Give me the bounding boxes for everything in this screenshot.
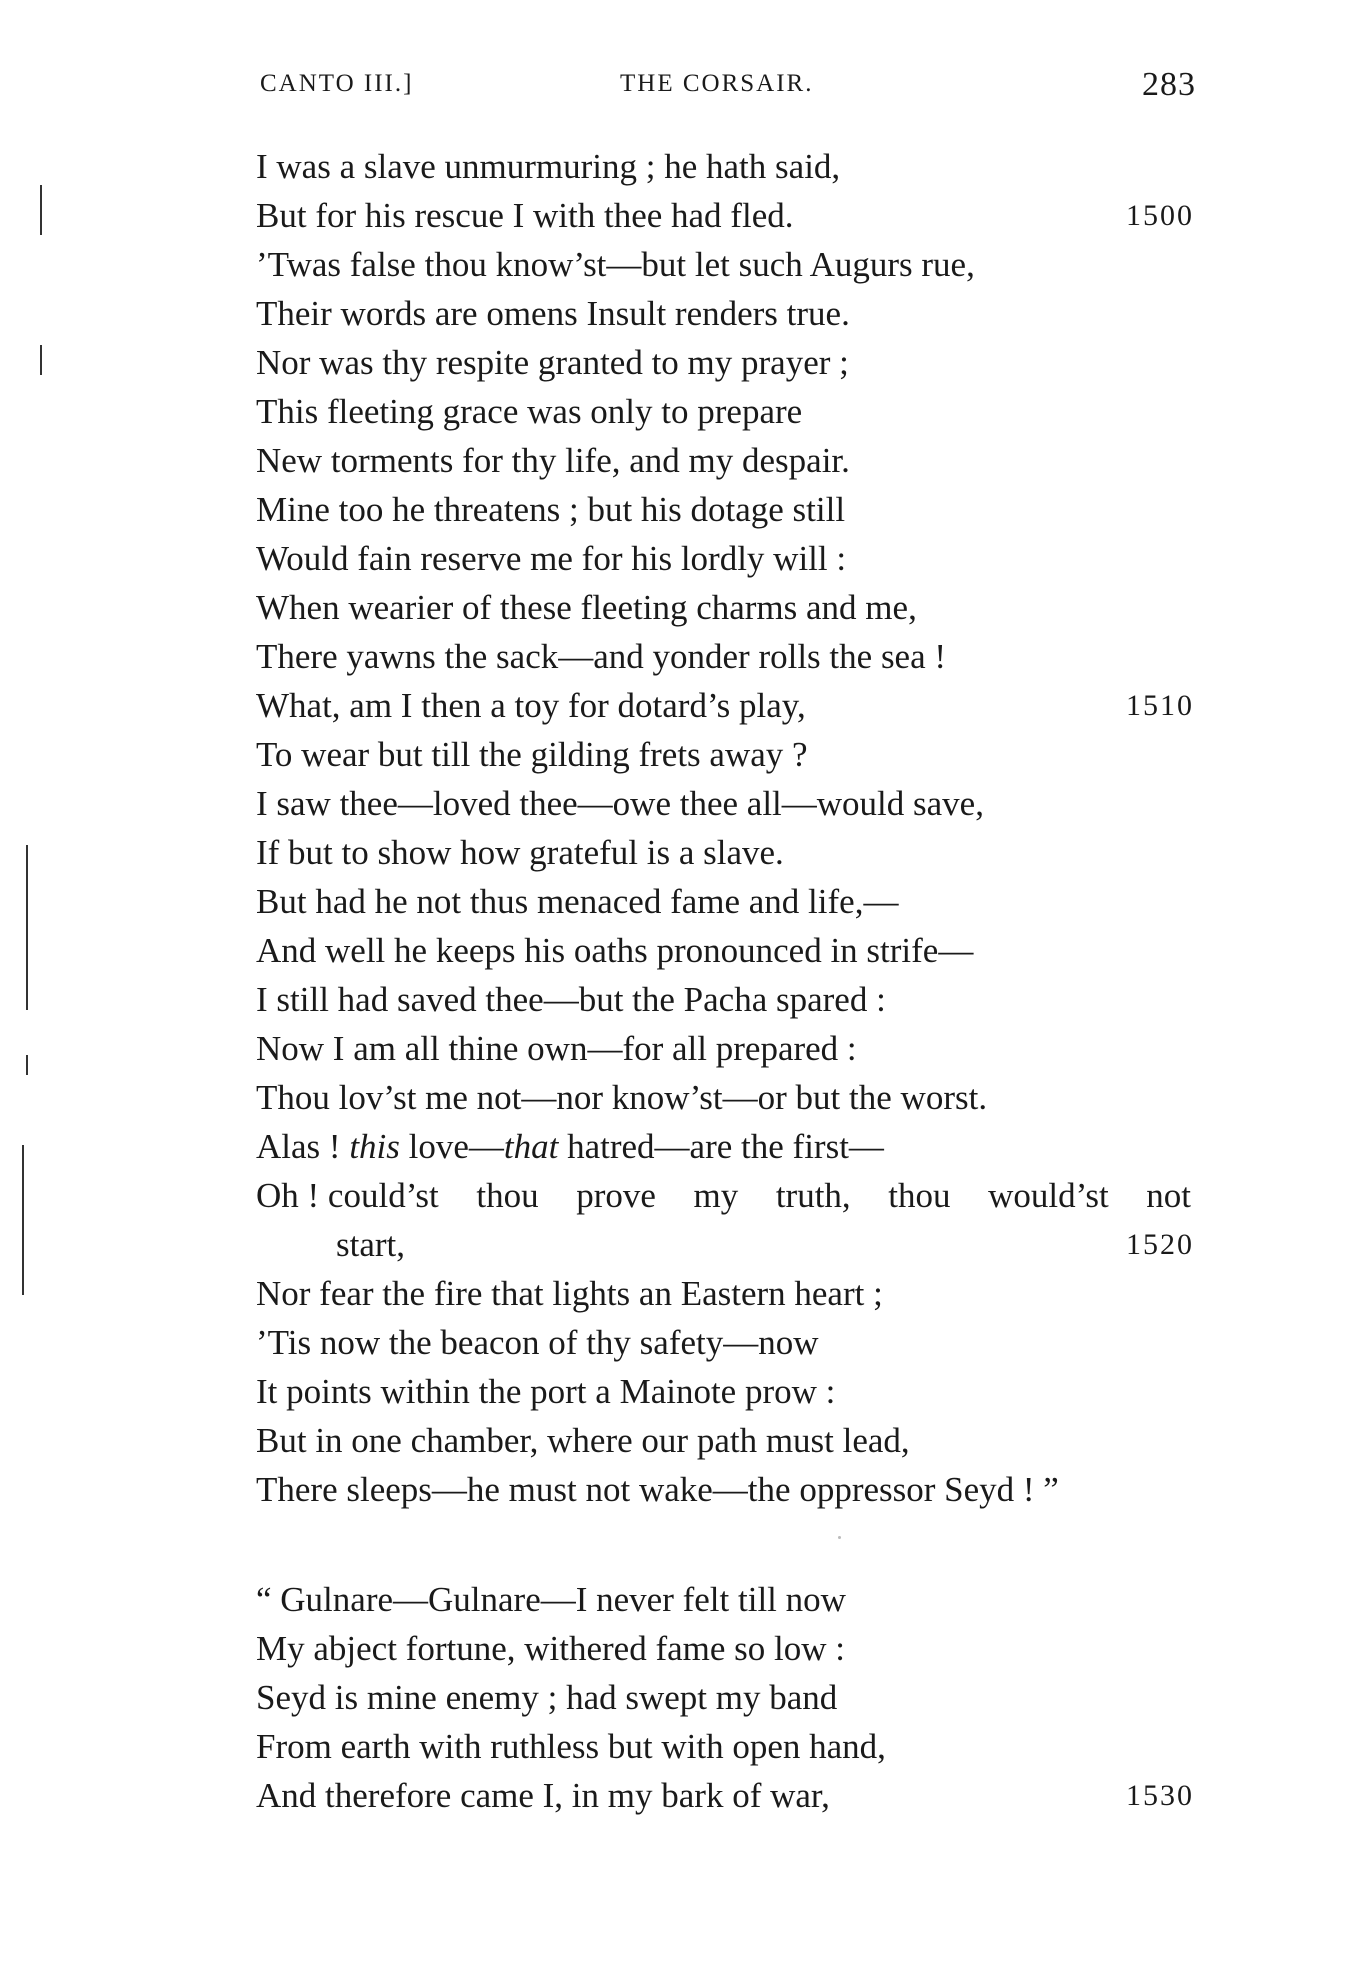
verse-text: Thou lov’st me not—nor know’st—or but the worst. bbox=[256, 1078, 988, 1117]
verse-text: Nor fear the fire that lights an Eastern heart ; bbox=[256, 1274, 883, 1313]
verse-line bbox=[0, 632, 1346, 681]
verse-text: Alas ! this love—that hatred—are the first— bbox=[256, 1127, 884, 1166]
verse-line bbox=[0, 681, 1346, 730]
verse-line bbox=[0, 1465, 1346, 1514]
verse-line bbox=[0, 387, 1346, 436]
verse-line bbox=[0, 289, 1346, 338]
verse-text: But had he not thus menaced fame and life,— bbox=[256, 882, 899, 921]
verse-line bbox=[0, 1771, 1346, 1820]
page-number: 283 bbox=[1142, 66, 1196, 103]
verse-line bbox=[0, 191, 1346, 240]
verse-word: Oh ! could’st bbox=[256, 1176, 439, 1215]
verse-text: And therefore came I, in my bark of war, bbox=[256, 1776, 830, 1815]
margin-mark bbox=[22, 1145, 24, 1295]
verse-text: Now I am all thine own—for all prepared : bbox=[256, 1029, 857, 1068]
verse-text: ’Tis now the beacon of thy safety—now bbox=[256, 1323, 819, 1362]
verse-line bbox=[0, 1073, 1346, 1122]
verse-text: I was a slave unmurmuring ; he hath said, bbox=[256, 147, 841, 186]
verse-line bbox=[0, 1024, 1346, 1073]
verse-line bbox=[0, 1367, 1346, 1416]
verse-word: truth, bbox=[775, 1176, 851, 1215]
margin-mark bbox=[40, 185, 42, 235]
verse-line bbox=[0, 779, 1346, 828]
margin-mark bbox=[26, 1055, 28, 1075]
verse-text: It points within the port a Mainote prow : bbox=[256, 1372, 836, 1411]
verse-text: Seyd is mine enemy ; had swept my band bbox=[256, 1678, 838, 1717]
verse-line bbox=[0, 1575, 1346, 1624]
poem-body bbox=[0, 142, 1346, 1820]
verse-text: Nor was thy respite granted to my prayer ; bbox=[256, 343, 849, 382]
running-header bbox=[0, 66, 1346, 110]
verse-line bbox=[0, 1122, 1346, 1171]
stanza-1-end bbox=[0, 1269, 1346, 1514]
verse-line bbox=[0, 1318, 1346, 1367]
verse-text: But in one chamber, where our path must lead, bbox=[256, 1421, 910, 1460]
margin-mark bbox=[40, 345, 42, 375]
verse-line bbox=[0, 1722, 1346, 1771]
line-number: 1520 bbox=[1126, 1228, 1194, 1261]
canto-label: CANTO III.] bbox=[260, 70, 414, 97]
verse-word: my bbox=[693, 1176, 739, 1215]
verse-text: What, am I then a toy for dotard’s play, bbox=[256, 686, 806, 725]
verse-line bbox=[0, 1416, 1346, 1465]
verse-line bbox=[0, 926, 1346, 975]
stanza-2 bbox=[0, 1575, 1346, 1820]
verse-text: ’Twas false thou know’st—but let such Augurs rue, bbox=[256, 245, 975, 284]
verse-text: New torments for thy life, and my despair. bbox=[256, 441, 850, 480]
verse-line bbox=[0, 1673, 1346, 1722]
verse-line-continuation bbox=[0, 1220, 1346, 1269]
verse-line bbox=[0, 436, 1346, 485]
verse-text: From earth with ruthless but with open hand, bbox=[256, 1727, 886, 1766]
verse-text: Their words are omens Insult renders true. bbox=[256, 294, 850, 333]
verse-line bbox=[0, 730, 1346, 779]
verse-text: There sleeps—he must not wake—the oppressor Seyd ! ” bbox=[256, 1470, 1059, 1509]
verse-text: “ Gulnare—Gulnare—I never felt till now bbox=[256, 1580, 846, 1619]
verse-line bbox=[0, 975, 1346, 1024]
verse-line bbox=[0, 338, 1346, 387]
verse-line bbox=[0, 583, 1346, 632]
verse-text: There yawns the sack—and yonder rolls the sea ! bbox=[256, 637, 947, 676]
verse-text: start, bbox=[336, 1225, 406, 1264]
verse-text: I still had saved thee—but the Pacha spared : bbox=[256, 980, 886, 1019]
verse-line bbox=[0, 828, 1346, 877]
book-title: THE CORSAIR. bbox=[620, 70, 814, 97]
verse-word: thou bbox=[888, 1176, 951, 1215]
verse-text: If but to show how grateful is a slave. bbox=[256, 833, 784, 872]
verse-text: I saw thee—loved thee—owe thee all—would save, bbox=[256, 784, 984, 823]
stanza-1 bbox=[0, 142, 1346, 1122]
margin-mark bbox=[26, 845, 28, 1010]
stray-mark bbox=[838, 1536, 841, 1539]
verse-text: Would fain reserve me for his lordly will : bbox=[256, 539, 847, 578]
verse-text: When wearier of these fleeting charms and me, bbox=[256, 588, 917, 627]
verse-text bbox=[256, 1171, 1191, 1220]
verse-line bbox=[0, 1269, 1346, 1318]
verse-text: Mine too he threatens ; but his dotage still bbox=[256, 490, 846, 529]
verse-word: not bbox=[1146, 1176, 1191, 1215]
verse-line bbox=[0, 1624, 1346, 1673]
verse-line bbox=[0, 485, 1346, 534]
verse-line bbox=[0, 534, 1346, 583]
verse-word: prove bbox=[576, 1176, 656, 1215]
stanza-break bbox=[0, 1514, 1346, 1575]
verse-line bbox=[0, 142, 1346, 191]
verse-line bbox=[0, 877, 1346, 926]
verse-text: But for his rescue I with thee had fled. bbox=[256, 196, 794, 235]
line-number: 1510 bbox=[1126, 689, 1194, 722]
verse-text: To wear but till the gilding frets away ? bbox=[256, 735, 808, 774]
verse-line bbox=[0, 240, 1346, 289]
verse-word: would’st bbox=[988, 1176, 1109, 1215]
verse-line-justified bbox=[0, 1171, 1346, 1220]
line-number: 1530 bbox=[1126, 1779, 1194, 1812]
verse-text: My abject fortune, withered fame so low : bbox=[256, 1629, 845, 1668]
verse-word: thou bbox=[476, 1176, 539, 1215]
verse-text: And well he keeps his oaths pronounced in strife— bbox=[256, 931, 974, 970]
line-number: 1500 bbox=[1126, 199, 1194, 232]
verse-text: This fleeting grace was only to prepare bbox=[256, 392, 803, 431]
